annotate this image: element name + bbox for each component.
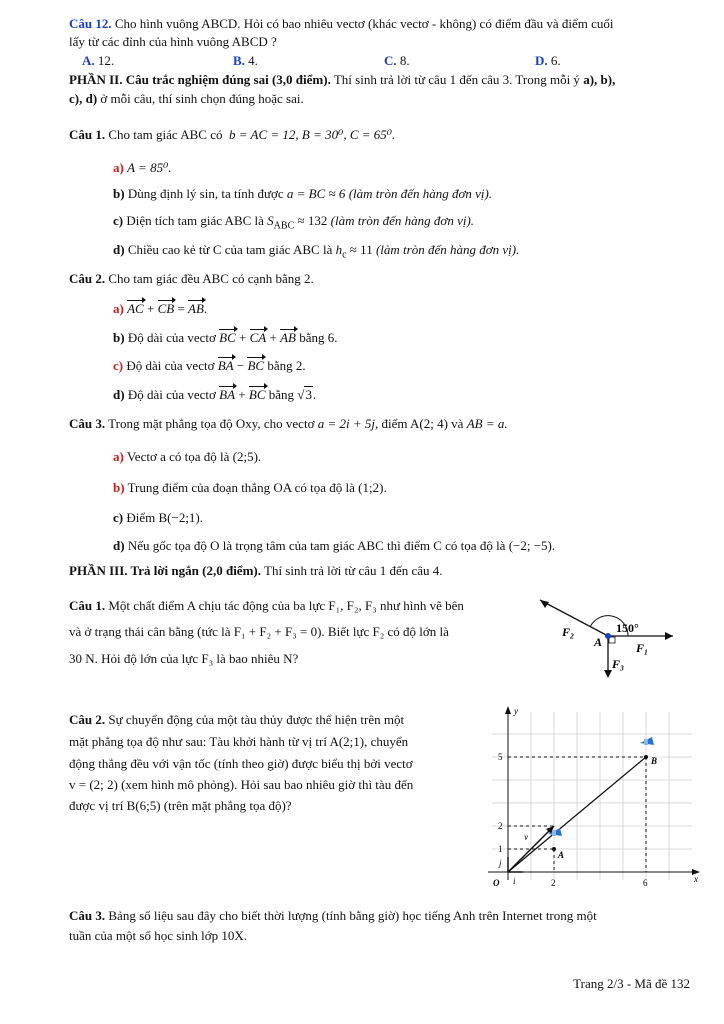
force-f1-arrowhead: [665, 632, 673, 640]
p3q2-line2: mặt phẳng tọa độ như sau: Tàu khởi hành từ vị trí A(2;1), chuyển: [69, 734, 409, 749]
part3-intro: PHẦN III. Trả lời ngắn (2,0 điểm). Thí sinh trả lời từ câu 1 đến câu 4.: [69, 563, 443, 578]
f2-label: F₂: [562, 625, 575, 639]
p2q1-label: Câu 1.: [69, 127, 106, 142]
p2q1-option-d: d) Chiều cao kẻ từ C của tam giác ABC là $h_c \approx 11$ (làm tròn đến hàng đơn vị).: [113, 242, 520, 261]
part2-intro: PHẦN II. Câu trắc nghiệm đúng sai (3,0 điểm). Thí sinh trả lời từ câu 1 đến câu 3. Trong mỗi ý a), b),: [69, 72, 616, 87]
p3q1-line2: và ở trạng thái cân bằng (tức là F₁ + F₂ + F₃ = 0). Biết lực F₂ có độ lớn là: [69, 624, 449, 639]
p2q3-option-c: c) Điểm B(−2;1).: [113, 510, 204, 525]
y-tick-2: 2: [498, 821, 503, 831]
p2q3-option-a: a) Vectơ a có tọa độ là (2;5).: [113, 449, 262, 464]
p2q2-stem: Câu 2. Cho tam giác đều ABC có cạnh bằng 2.: [69, 271, 314, 286]
grid-lines: [492, 712, 692, 880]
force-f3-arrowhead: [604, 670, 612, 678]
p3q3-line1: Câu 3. Bảng số liệu sau đây cho biết thời lượng (tính bằng giờ) học tiếng Anh trên Internet trong một: [69, 908, 597, 923]
q12-label: Câu 12.: [69, 16, 112, 31]
q12-option-a: A. 12.: [82, 53, 115, 68]
y-axis-arrow: [505, 706, 511, 714]
f3-label: F₃: [612, 657, 625, 671]
vector-v-label: v: [524, 832, 528, 842]
part2-intro-2: c), d) ở mỗi câu, thí sinh chọn đúng hoặc sai.: [69, 91, 304, 106]
x-axis-label: x: [694, 874, 698, 884]
point-a: [552, 847, 556, 851]
q12-option-b: B. 4.: [233, 53, 258, 68]
part2-heading: PHẦN II. Câu trắc nghiệm đúng sai (3,0 điểm).: [69, 72, 331, 87]
page-footer: Trang 2/3 - Mã đề 132: [573, 976, 690, 991]
y-axis-label: y: [514, 706, 518, 716]
ship-icon-b: [640, 737, 654, 745]
point-b: [644, 755, 648, 759]
p2q3-stem: Câu 3. Trong mặt phẳng tọa độ Oxy, cho vectơ a = 2i + 5j, điểm A(2; 4) và AB = a.: [69, 416, 508, 431]
q12-text-2: lấy từ các đỉnh của hình vuông ABCD ?: [69, 34, 277, 49]
p3q2-line5: được vị trí B(6;5) (trên mặt phẳng tọa độ)?: [69, 798, 292, 813]
ship-coordinate-graph: [478, 700, 708, 900]
p2q1-option-c: c) Diện tích tam giác ABC là $S_{ABC} \approx 132$ (làm tròn đến hàng đơn vị).: [113, 213, 475, 232]
p2q1-given: b = AC = 12, B = 30⁰, C = 65⁰.: [228, 127, 396, 142]
p2q2-option-b: b) Độ dài của vectơ BC + CA + AB bằng 6.: [113, 330, 338, 345]
p2q2-option-a: a) AC + CB = AB.: [113, 301, 208, 316]
p3q2-line3: động thẳng đều với vận tốc (tính theo giờ) được biểu thị bởi vectơ: [69, 756, 413, 771]
y-tick-1: 1: [498, 844, 503, 854]
force-diagram: [530, 590, 690, 680]
x-tick-2: 2: [551, 878, 556, 888]
p3q2-line1: Câu 2. Sự chuyển động của một tàu thủy được thể hiện trên một: [69, 712, 405, 727]
p3q2-line4: v = (2; 2) (xem hình mô phỏng). Hỏi sau bao nhiêu giờ thì tàu đến: [69, 777, 414, 792]
point-a-label: A: [558, 850, 565, 860]
q12-option-c: C. 8.: [384, 53, 410, 68]
p2q3-option-d: d) Nếu gốc tọa độ O là trọng tâm của tam giác ABC thì điểm C có tọa độ là (−2; −5).: [113, 538, 556, 553]
q12-line1: [69, 15, 614, 33]
p2q2-option-d: d) Độ dài của vectơ BA + BC bằng √3.: [113, 387, 317, 402]
q12-option-d: D. 6.: [535, 53, 561, 68]
p2q2-option-c: c) Độ dài của vectơ BA − BC bằng 2.: [113, 358, 306, 373]
x-tick-6: 6: [643, 878, 648, 888]
f1-label: F₁: [636, 641, 649, 655]
q12-text-1: Cho hình vuông ABCD. Hỏi có bao nhiêu vectơ (khác vectơ - không) có điểm đầu và điểm cuối: [114, 16, 614, 31]
p2q1-option-a: a) A = 85⁰.: [113, 160, 172, 175]
part3-heading: PHẦN III. Trả lời ngắn (2,0 điểm).: [69, 563, 261, 578]
y-tick-5: 5: [498, 752, 503, 762]
p2q1-stem: Câu 1. Cho tam giác ABC có b = AC = 12, B = 30⁰, C = 65⁰.: [69, 127, 396, 142]
vector-j-label: j: [499, 858, 502, 868]
p3q1-line1: Câu 1. Một chất điểm A chịu tác động của ba lực F₁, F₂, F₃ như hình vẽ bên: [69, 598, 464, 613]
origin-label: O: [493, 878, 500, 888]
p3q3-line2: tuần của một số học sinh lớp 10X.: [69, 928, 248, 943]
angle-label: 150°: [616, 621, 639, 635]
p2q1-option-b: b) Dùng định lý sin, ta tính được a = BC ≈ 6 (làm tròn đến hàng đơn vị).: [113, 186, 493, 201]
point-b-label: B: [651, 756, 658, 766]
point-a: [605, 633, 611, 639]
vector-i-label: i: [513, 876, 516, 886]
p3q1-line3: 30 N. Hỏi độ lớn của lực F₃ là bao nhiêu N?: [69, 651, 299, 666]
point-a-label: A: [594, 635, 603, 649]
force-f2-arrowhead: [540, 600, 549, 608]
p2q3-option-b: b) Trung điểm của đoạn thẳng OA có tọa độ là (1;2).: [113, 480, 387, 495]
